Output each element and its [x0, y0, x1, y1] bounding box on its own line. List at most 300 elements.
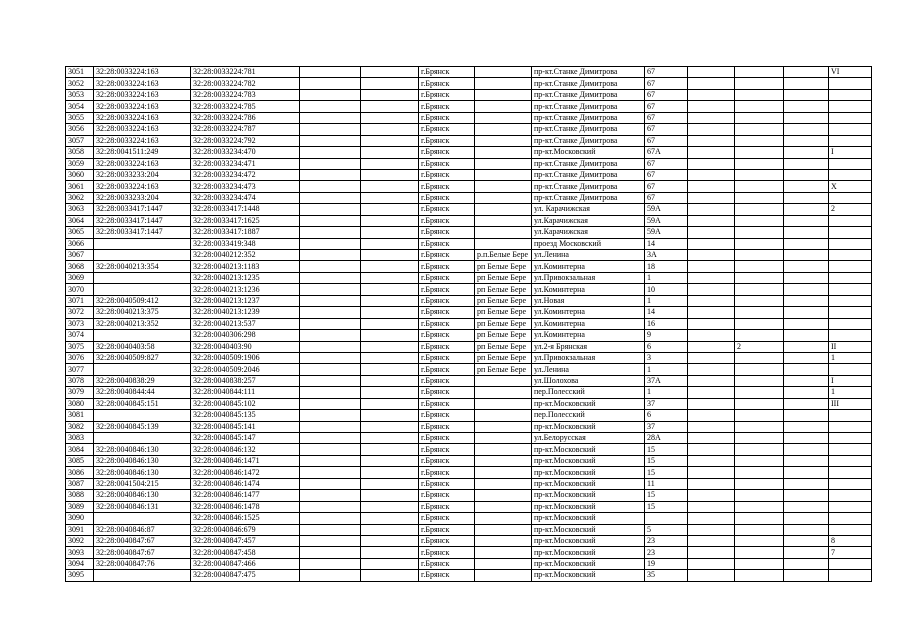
col-12-cell — [784, 250, 829, 261]
city-cell: г.Брянск — [419, 558, 475, 569]
row-number-cell: 3070 — [66, 284, 94, 295]
parent-cadastral-number-cell: 32:28:0040509:412 — [94, 295, 191, 306]
row-number-cell: 3072 — [66, 307, 94, 318]
col-10-cell — [688, 238, 735, 249]
col-12-cell — [784, 421, 829, 432]
street-cell: пр-кт.Московский — [532, 535, 645, 546]
apartment-cell — [829, 78, 872, 89]
street-cell: ул.Коминтерна — [532, 284, 645, 295]
apartment-cell — [829, 227, 872, 238]
street-cell: ул.Белорусская — [532, 433, 645, 444]
row-number-cell: 3075 — [66, 341, 94, 352]
table-row — [66, 501, 872, 512]
settlement-cell — [475, 558, 532, 569]
apartment-cell — [829, 135, 872, 146]
row-number-cell: 3079 — [66, 387, 94, 398]
cadastral-number-cell: 32:28:0040846:1525 — [191, 513, 300, 524]
city-cell: г.Брянск — [419, 135, 475, 146]
street-cell: пр-кт.Московский — [532, 501, 645, 512]
settlement-cell — [475, 410, 532, 421]
col-10-cell — [688, 352, 735, 363]
col-5-cell — [361, 387, 419, 398]
col-11-cell — [735, 352, 784, 363]
row-number-cell: 3091 — [66, 524, 94, 535]
city-cell: г.Брянск — [419, 169, 475, 180]
col-10-cell — [688, 524, 735, 535]
parent-cadastral-number-cell — [94, 364, 191, 375]
street-cell: ул.2-я Брянская — [532, 341, 645, 352]
table-row — [66, 261, 872, 272]
settlement-cell — [475, 192, 532, 203]
city-cell: г.Брянск — [419, 444, 475, 455]
col-12-cell — [784, 364, 829, 375]
apartment-cell — [829, 467, 872, 478]
col-12-cell — [784, 215, 829, 226]
col-11-cell — [735, 89, 784, 100]
cadastral-number-cell: 32:28:0040213:1237 — [191, 295, 300, 306]
col-5-cell — [361, 295, 419, 306]
col-12-cell — [784, 112, 829, 123]
table-row — [66, 341, 872, 352]
street-cell: ул.Привокзальная — [532, 272, 645, 283]
house-number-cell: 6 — [645, 341, 688, 352]
cadastral-number-cell: 32:28:0040509:2046 — [191, 364, 300, 375]
col-12-cell — [784, 352, 829, 363]
table-row — [66, 238, 872, 249]
table-row — [66, 89, 872, 100]
apartment-cell: 7 — [829, 547, 872, 558]
col-10-cell — [688, 135, 735, 146]
parent-cadastral-number-cell: 32:28:0040213:354 — [94, 261, 191, 272]
col-12-cell — [784, 535, 829, 546]
col-4-cell — [300, 444, 361, 455]
col-10-cell — [688, 467, 735, 478]
col-11-cell — [735, 181, 784, 192]
cadastral-number-cell: 32:28:0040847:475 — [191, 570, 300, 581]
cadastral-number-cell: 32:28:0033224:787 — [191, 124, 300, 135]
parent-cadastral-number-cell: 32:28:0040213:375 — [94, 307, 191, 318]
house-number-cell: 19 — [645, 558, 688, 569]
street-cell: ул.Коминтерна — [532, 330, 645, 341]
col-11-cell — [735, 272, 784, 283]
table-row — [66, 535, 872, 546]
table-row — [66, 490, 872, 501]
house-number-cell: 10 — [645, 284, 688, 295]
city-cell: г.Брянск — [419, 535, 475, 546]
apartment-cell — [829, 490, 872, 501]
cadastral-number-cell: 32:28:0033224:781 — [191, 67, 300, 78]
settlement-cell: рп Белые Бере — [475, 364, 532, 375]
street-cell: пр-кт.Станке Димитрова — [532, 78, 645, 89]
street-cell: пр-кт.Московский — [532, 444, 645, 455]
cadastral-number-cell: 32:28:0040846:1478 — [191, 501, 300, 512]
col-5-cell — [361, 558, 419, 569]
col-10-cell — [688, 101, 735, 112]
street-cell: пр-кт.Московский — [532, 478, 645, 489]
col-11-cell — [735, 444, 784, 455]
house-number-cell: 37А — [645, 375, 688, 386]
col-10-cell — [688, 147, 735, 158]
parent-cadastral-number-cell: 32:28:0040845:139 — [94, 421, 191, 432]
settlement-cell — [475, 204, 532, 215]
settlement-cell: рп Белые Бере — [475, 341, 532, 352]
street-cell: пер.Полесский — [532, 410, 645, 421]
cadastral-number-cell: 32:28:0040306:298 — [191, 330, 300, 341]
city-cell: г.Брянск — [419, 272, 475, 283]
parent-cadastral-number-cell: 32:28:0040509:827 — [94, 352, 191, 363]
row-number-cell: 3082 — [66, 421, 94, 432]
cadastral-number-cell: 32:28:0040846:679 — [191, 524, 300, 535]
settlement-cell — [475, 387, 532, 398]
settlement-cell — [475, 433, 532, 444]
cadastral-number-cell: 32:28:0033419:348 — [191, 238, 300, 249]
house-number-cell: 9 — [645, 330, 688, 341]
col-5-cell — [361, 535, 419, 546]
row-number-cell: 3093 — [66, 547, 94, 558]
settlement-cell: рп Белые Бере — [475, 284, 532, 295]
street-cell: пр-кт.Московский — [532, 467, 645, 478]
registry-table — [65, 66, 872, 582]
col-5-cell — [361, 364, 419, 375]
col-12-cell — [784, 169, 829, 180]
cadastral-number-cell: 32:28:0040846:1474 — [191, 478, 300, 489]
col-4-cell — [300, 78, 361, 89]
col-4-cell — [300, 204, 361, 215]
cadastral-number-cell: 32:28:0033224:792 — [191, 135, 300, 146]
city-cell: г.Брянск — [419, 261, 475, 272]
col-5-cell — [361, 570, 419, 581]
street-cell: пр-кт.Станке Димитрова — [532, 101, 645, 112]
table-row — [66, 250, 872, 261]
house-number-cell: 14 — [645, 307, 688, 318]
col-12-cell — [784, 570, 829, 581]
col-5-cell — [361, 124, 419, 135]
col-5-cell — [361, 547, 419, 558]
house-number-cell: 15 — [645, 501, 688, 512]
col-12-cell — [784, 307, 829, 318]
cadastral-number-cell: 32:28:0040844:111 — [191, 387, 300, 398]
col-4-cell — [300, 364, 361, 375]
settlement-cell — [475, 215, 532, 226]
table-row — [66, 444, 872, 455]
col-4-cell — [300, 124, 361, 135]
city-cell: г.Брянск — [419, 124, 475, 135]
cadastral-number-cell: 32:28:0040213:1239 — [191, 307, 300, 318]
col-5-cell — [361, 341, 419, 352]
col-12-cell — [784, 181, 829, 192]
col-4-cell — [300, 421, 361, 432]
cadastral-number-cell: 32:28:0040847:458 — [191, 547, 300, 558]
row-number-cell: 3056 — [66, 124, 94, 135]
col-10-cell — [688, 444, 735, 455]
col-5-cell — [361, 204, 419, 215]
cadastral-number-cell: 32:28:0040213:1235 — [191, 272, 300, 283]
house-number-cell: 15 — [645, 444, 688, 455]
col-4-cell — [300, 467, 361, 478]
row-number-cell: 3084 — [66, 444, 94, 455]
col-11-cell — [735, 295, 784, 306]
parent-cadastral-number-cell: 32:28:0033224:163 — [94, 112, 191, 123]
apartment-cell: I — [829, 147, 872, 158]
parent-cadastral-number-cell: 32:28:0040846:130 — [94, 490, 191, 501]
col-10-cell — [688, 181, 735, 192]
col-12-cell — [784, 524, 829, 535]
apartment-cell: I — [829, 375, 872, 386]
col-10-cell — [688, 307, 735, 318]
col-10-cell — [688, 284, 735, 295]
settlement-cell — [475, 444, 532, 455]
col-4-cell — [300, 89, 361, 100]
col-5-cell — [361, 501, 419, 512]
cadastral-number-cell: 32:28:0033224:783 — [191, 89, 300, 100]
house-number-cell: 67 — [645, 89, 688, 100]
city-cell: г.Брянск — [419, 181, 475, 192]
city-cell: г.Брянск — [419, 364, 475, 375]
house-number-cell: 5 — [645, 524, 688, 535]
col-12-cell — [784, 227, 829, 238]
house-number-cell: 15 — [645, 467, 688, 478]
city-cell: г.Брянск — [419, 215, 475, 226]
street-cell: ул.Коминтерна — [532, 307, 645, 318]
col-5-cell — [361, 307, 419, 318]
house-number-cell: 37 — [645, 398, 688, 409]
apartment-cell — [829, 284, 872, 295]
apartment-cell — [829, 307, 872, 318]
col-10-cell — [688, 490, 735, 501]
col-4-cell — [300, 158, 361, 169]
col-12-cell — [784, 101, 829, 112]
apartment-cell — [829, 112, 872, 123]
col-10-cell — [688, 124, 735, 135]
table-row — [66, 524, 872, 535]
col-11-cell — [735, 67, 784, 78]
parent-cadastral-number-cell — [94, 284, 191, 295]
cadastral-number-cell: 32:28:0033234:472 — [191, 169, 300, 180]
table-row — [66, 101, 872, 112]
city-cell: г.Брянск — [419, 227, 475, 238]
apartment-cell — [829, 124, 872, 135]
apartment-cell — [829, 524, 872, 535]
street-cell: ул.Ленина — [532, 250, 645, 261]
col-12-cell — [784, 135, 829, 146]
col-4-cell — [300, 455, 361, 466]
settlement-cell — [475, 147, 532, 158]
col-4-cell — [300, 570, 361, 581]
settlement-cell — [475, 467, 532, 478]
row-number-cell: 3081 — [66, 410, 94, 421]
col-5-cell — [361, 135, 419, 146]
col-10-cell — [688, 250, 735, 261]
cadastral-number-cell: 32:28:0033234:474 — [191, 192, 300, 203]
col-10-cell — [688, 112, 735, 123]
col-11-cell — [735, 330, 784, 341]
row-number-cell: 3067 — [66, 250, 94, 261]
col-10-cell — [688, 204, 735, 215]
house-number-cell: 23 — [645, 535, 688, 546]
col-4-cell — [300, 501, 361, 512]
city-cell: г.Брянск — [419, 570, 475, 581]
table-row — [66, 147, 872, 158]
col-5-cell — [361, 375, 419, 386]
apartment-cell — [829, 444, 872, 455]
house-number-cell: 14 — [645, 238, 688, 249]
row-number-cell: 3086 — [66, 467, 94, 478]
house-number-cell: 28А — [645, 433, 688, 444]
cadastral-number-cell: 32:28:0040847:457 — [191, 535, 300, 546]
parent-cadastral-number-cell: 32:28:0040847:67 — [94, 547, 191, 558]
table-row — [66, 570, 872, 581]
col-11-cell — [735, 455, 784, 466]
row-number-cell: 3069 — [66, 272, 94, 283]
street-cell: пр-кт.Московский — [532, 524, 645, 535]
col-11-cell: 2 — [735, 341, 784, 352]
table-row — [66, 67, 872, 78]
col-12-cell — [784, 433, 829, 444]
col-5-cell — [361, 89, 419, 100]
col-4-cell — [300, 135, 361, 146]
street-cell: пр-кт.Московский — [532, 398, 645, 409]
settlement-cell — [475, 398, 532, 409]
row-number-cell: 3057 — [66, 135, 94, 146]
parent-cadastral-number-cell — [94, 330, 191, 341]
col-5-cell — [361, 181, 419, 192]
parent-cadastral-number-cell: 32:28:0040846:87 — [94, 524, 191, 535]
settlement-cell: рп Белые Бере — [475, 318, 532, 329]
col-4-cell — [300, 227, 361, 238]
settlement-cell — [475, 238, 532, 249]
house-number-cell: 1 — [645, 272, 688, 283]
settlement-cell — [475, 478, 532, 489]
apartment-cell: II — [829, 341, 872, 352]
col-5-cell — [361, 318, 419, 329]
col-5-cell — [361, 101, 419, 112]
col-4-cell — [300, 490, 361, 501]
table-row — [66, 547, 872, 558]
settlement-cell: рп Белые Бере — [475, 352, 532, 363]
street-cell: пр-кт.Московский — [532, 421, 645, 432]
settlement-cell: рп Белые Бере — [475, 261, 532, 272]
apartment-cell — [829, 215, 872, 226]
house-number-cell: 6 — [645, 410, 688, 421]
col-5-cell — [361, 455, 419, 466]
col-4-cell — [300, 101, 361, 112]
col-11-cell — [735, 78, 784, 89]
col-10-cell — [688, 410, 735, 421]
col-4-cell — [300, 261, 361, 272]
parent-cadastral-number-cell: 32:28:0040846:130 — [94, 455, 191, 466]
cadastral-number-cell: 32:28:0033234:470 — [191, 147, 300, 158]
table-row — [66, 558, 872, 569]
house-number-cell: 67 — [645, 192, 688, 203]
street-cell: пр-кт.Станке Димитрова — [532, 89, 645, 100]
col-11-cell — [735, 215, 784, 226]
parent-cadastral-number-cell: 32:28:0040846:130 — [94, 444, 191, 455]
cadastral-number-cell: 32:28:0040846:132 — [191, 444, 300, 455]
settlement-cell — [475, 227, 532, 238]
house-number-cell: 3А — [645, 250, 688, 261]
city-cell: г.Брянск — [419, 78, 475, 89]
col-4-cell — [300, 478, 361, 489]
col-4-cell — [300, 295, 361, 306]
col-10-cell — [688, 261, 735, 272]
apartment-cell — [829, 330, 872, 341]
row-number-cell: 3053 — [66, 89, 94, 100]
house-number-cell: 67 — [645, 158, 688, 169]
col-4-cell — [300, 250, 361, 261]
table-row — [66, 158, 872, 169]
settlement-cell — [475, 67, 532, 78]
col-5-cell — [361, 67, 419, 78]
table-row — [66, 467, 872, 478]
city-cell: г.Брянск — [419, 433, 475, 444]
settlement-cell — [475, 490, 532, 501]
parent-cadastral-number-cell: 32:28:0033224:163 — [94, 67, 191, 78]
row-number-cell: 3058 — [66, 147, 94, 158]
row-number-cell: 3060 — [66, 169, 94, 180]
city-cell: г.Брянск — [419, 513, 475, 524]
col-10-cell — [688, 535, 735, 546]
house-number-cell: 67 — [645, 78, 688, 89]
parent-cadastral-number-cell — [94, 433, 191, 444]
col-10-cell — [688, 433, 735, 444]
row-number-cell: 3094 — [66, 558, 94, 569]
city-cell: г.Брянск — [419, 490, 475, 501]
street-cell: пр-кт.Станке Димитрова — [532, 169, 645, 180]
col-5-cell — [361, 147, 419, 158]
street-cell: ул.Шолохова — [532, 375, 645, 386]
row-number-cell: 3076 — [66, 352, 94, 363]
col-11-cell — [735, 135, 784, 146]
apartment-cell — [829, 169, 872, 180]
col-11-cell — [735, 410, 784, 421]
city-cell: г.Брянск — [419, 307, 475, 318]
col-12-cell — [784, 89, 829, 100]
apartment-cell — [829, 410, 872, 421]
col-4-cell — [300, 181, 361, 192]
street-cell: пр-кт.Московский — [532, 455, 645, 466]
city-cell: г.Брянск — [419, 158, 475, 169]
col-12-cell — [784, 410, 829, 421]
col-4-cell — [300, 318, 361, 329]
settlement-cell — [475, 89, 532, 100]
table-row — [66, 169, 872, 180]
house-number-cell: 15 — [645, 490, 688, 501]
table-row — [66, 135, 872, 146]
col-11-cell — [735, 375, 784, 386]
parent-cadastral-number-cell: 32:28:0033417:1447 — [94, 204, 191, 215]
parent-cadastral-number-cell — [94, 410, 191, 421]
parent-cadastral-number-cell: 32:28:0033224:163 — [94, 89, 191, 100]
row-number-cell: 3055 — [66, 112, 94, 123]
table-row — [66, 215, 872, 226]
col-4-cell — [300, 398, 361, 409]
col-4-cell — [300, 387, 361, 398]
street-cell: ул. Карачижская — [532, 204, 645, 215]
parent-cadastral-number-cell — [94, 513, 191, 524]
col-4-cell — [300, 67, 361, 78]
settlement-cell — [475, 101, 532, 112]
col-11-cell — [735, 570, 784, 581]
table-row — [66, 421, 872, 432]
col-12-cell — [784, 147, 829, 158]
col-11-cell — [735, 250, 784, 261]
col-12-cell — [784, 467, 829, 478]
cadastral-number-cell: 32:28:0040509:1906 — [191, 352, 300, 363]
apartment-cell: 1 — [829, 387, 872, 398]
col-5-cell — [361, 227, 419, 238]
parent-cadastral-number-cell — [94, 570, 191, 581]
table-row — [66, 284, 872, 295]
